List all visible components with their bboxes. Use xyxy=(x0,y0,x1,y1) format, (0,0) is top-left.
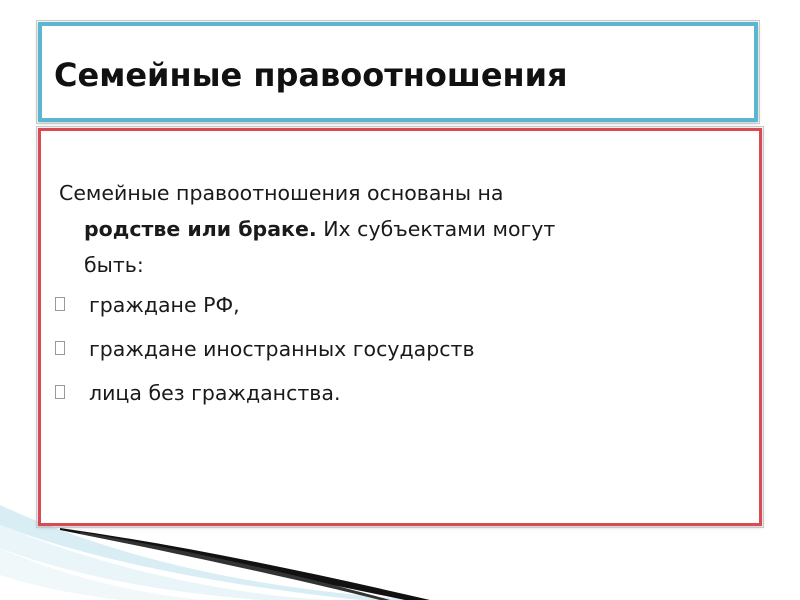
bullet-icon xyxy=(55,385,65,399)
bullet-icon xyxy=(55,341,65,355)
intro-line-3: быть: xyxy=(84,253,144,277)
intro-line-2-rest: Их субъектами могут xyxy=(316,217,556,241)
list-item xyxy=(55,283,475,327)
intro-bold-phrase: родстве или браке. xyxy=(84,217,317,241)
list-item-text: гражданe РФ, xyxy=(89,293,240,317)
list-item-text: граждане иностранных государств xyxy=(89,337,475,361)
content-frame xyxy=(38,128,762,526)
list-item-text: лица без гражданства. xyxy=(89,381,341,405)
intro-paragraph xyxy=(59,175,699,283)
subjects-list xyxy=(55,283,475,415)
bullet-icon xyxy=(55,297,65,311)
title-frame xyxy=(38,22,758,122)
slide-title: Семейные правоотношения xyxy=(54,56,568,94)
list-item xyxy=(55,371,475,415)
intro-line-2 xyxy=(59,211,699,247)
intro-line-1: Семейные правоотношения основаны на xyxy=(59,181,504,205)
list-item xyxy=(55,327,475,371)
